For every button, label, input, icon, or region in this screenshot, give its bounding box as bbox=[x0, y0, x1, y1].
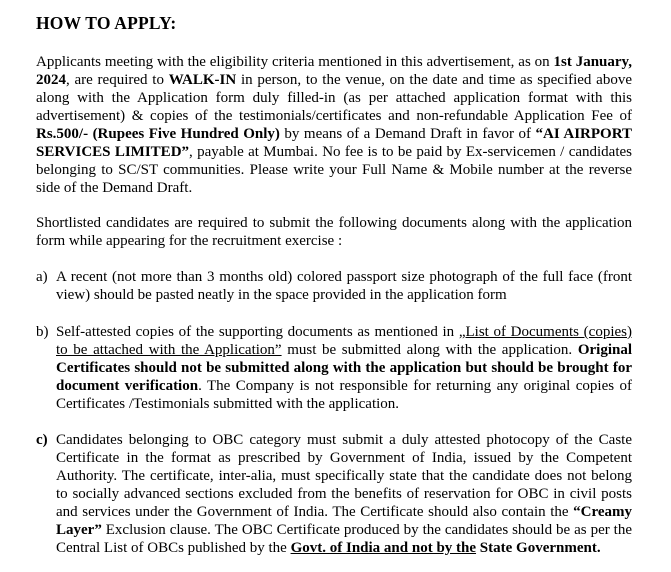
list-item-b bbox=[36, 323, 632, 413]
b-text-2: must be submitted along with the application. bbox=[281, 342, 578, 358]
list-marker-c: c) bbox=[36, 432, 48, 448]
application-instructions-paragraph bbox=[36, 53, 632, 197]
creamy-layer-term: “Creamy Layer” bbox=[56, 504, 632, 538]
section-heading: HOW TO APPLY: bbox=[36, 13, 177, 33]
p1-text-5: , payable at Mumbai. No fee is to be paid by Ex-servicemen / candidates belonging to SC/ST communities. Please write your Full Name & Mobile number at the reverse side of the Demand Draft. bbox=[36, 144, 632, 196]
original-certificates-note: Original Certificates should not be submitted along with the application but should be brought for document verification bbox=[56, 342, 632, 394]
list-item-c-text bbox=[56, 431, 632, 557]
list-item-b-text bbox=[56, 323, 632, 413]
c-text-1: Candidates belonging to OBC category must submit a duly attested photocopy of the Caste Certificate in the format as prescribed by Government of India, issued by the Competent Authority. The certificate, inter-alia, must specifically state that the candidate does not belong to socially advanced sections excluded from the benefits of reservation for OBC in civil posts and services under the Government of India. The Certificate should also contain the bbox=[56, 432, 632, 520]
p1-date: 1st January, 2024 bbox=[36, 54, 632, 88]
p1-payee: “AI AIRPORT SERVICES LIMITED” bbox=[36, 126, 632, 160]
documents-intro-paragraph: Shortlisted candidates are required to submit the following documents along with the application form while appearing for the recruitment exercise : bbox=[36, 215, 632, 249]
p1-walk-in: WALK-IN bbox=[168, 72, 237, 88]
c-text-2: Exclusion clause. The OBC Certificate produced by the candidates should be as per the Central List of OBCs published by the bbox=[56, 522, 632, 556]
p1-fee: Rs.500/- (Rupees Five Hundred Only) bbox=[36, 126, 280, 142]
p1-text-3: in person, to the venue, on the date and time as specified above along with the Application form duly filled-in (as per attached application format with this advertisement) & copies of the testimonials/certificates and non-refundable Application Fee of bbox=[36, 72, 632, 124]
list-item-c bbox=[36, 431, 632, 557]
p1-text-2: , are required to bbox=[66, 72, 169, 88]
list-marker-a: a) bbox=[36, 269, 48, 285]
govt-of-india-emphasis: Govt. of India and not by the bbox=[290, 540, 477, 556]
list-item-a bbox=[36, 268, 632, 304]
list-of-documents-reference: „List of Documents (copies) to be attached with the Application” bbox=[56, 324, 632, 358]
list-marker-b: b) bbox=[36, 324, 49, 340]
b-text-3: . The Company is not responsible for returning any original copies of Certificates /Testimonials submitted with the application. bbox=[56, 378, 632, 412]
list-item-a-text: A recent (not more than 3 months old) colored passport size photograph of the full face (front view) should be pasted neatly in the space provided in the application form bbox=[56, 269, 632, 303]
p1-text-1: Applicants meeting with the eligibility criteria mentioned in this advertisement, as on bbox=[36, 54, 554, 70]
b-text-1: Self-attested copies of the supporting documents as mentioned in bbox=[56, 324, 459, 340]
state-government-emphasis: State Government. bbox=[479, 540, 601, 556]
p1-text-4: by means of a Demand Draft in favor of bbox=[279, 126, 536, 142]
